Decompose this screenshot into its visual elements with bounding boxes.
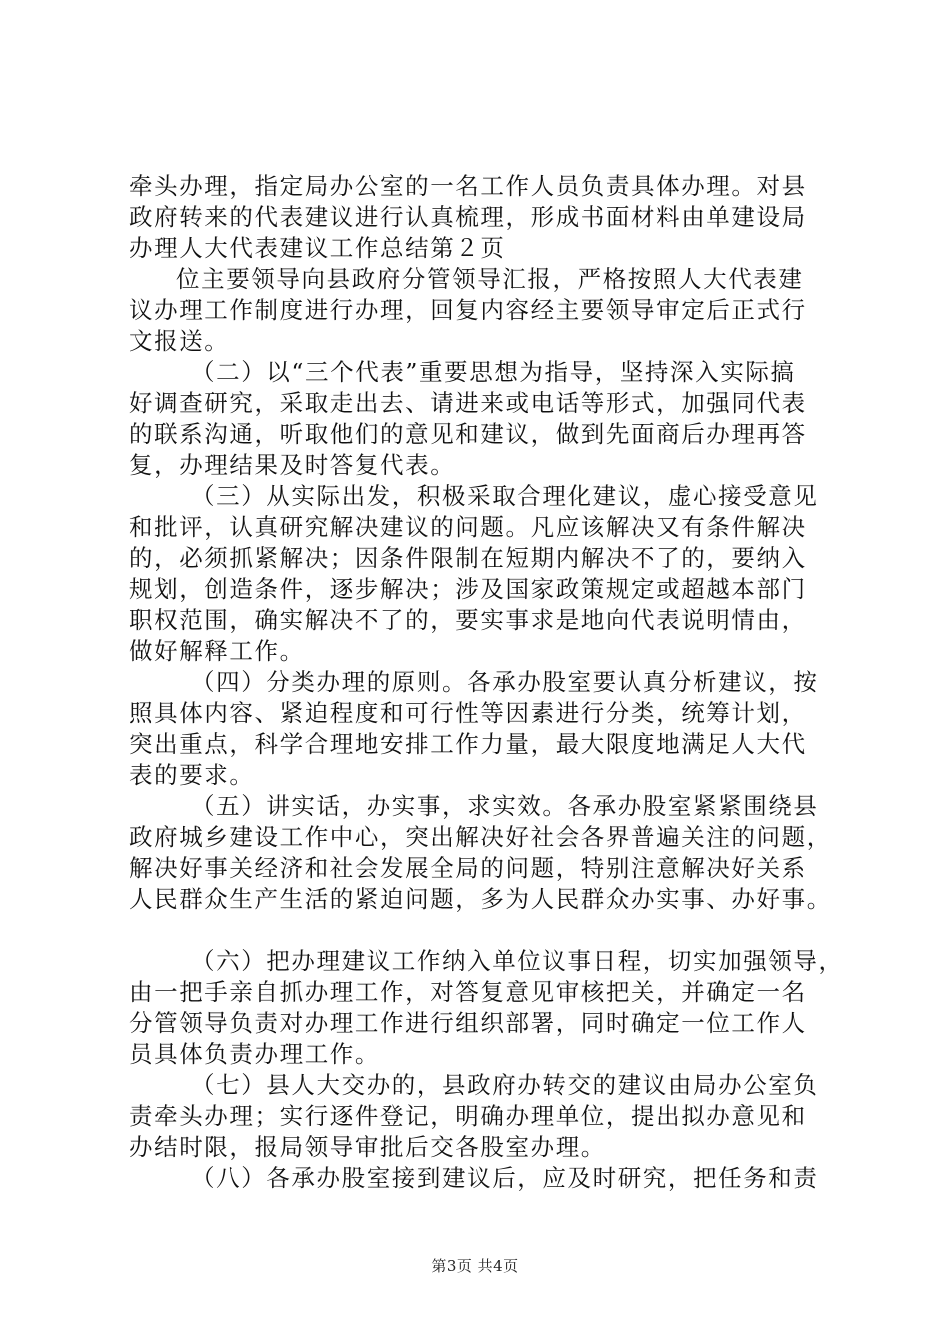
text-line: 政府转来的代表建议进行认真梳理，形成书面材料由单建设局 [129, 203, 807, 231]
text-line: 解决好事关经济和社会发展全局的问题，特别注意解决好关系 [129, 854, 807, 882]
paragraph-3 [129, 357, 834, 481]
text-line: 的，必须抓紧解决；因条件限制在短期内解决不了的，要纳入 [129, 544, 807, 572]
text-line: 照具体内容、紧迫程度和可行性等因素进行分类，统筹计划， [129, 699, 807, 727]
text-line: （四）分类办理的原则。各承办股室要认真分析建议，按 [191, 668, 819, 696]
text-line: 责牵头办理；实行逐件登记，明确办理单位，提出拟办意见和 [129, 1102, 807, 1130]
paragraph-9 [129, 1163, 834, 1194]
text-line: 突出重点，科学合理地安排工作力量，最大限度地满足人大代 [129, 730, 807, 758]
text-line: （三）从实际出发，积极采取合理化建议，虚心接受意见 [191, 482, 819, 510]
text-line: 牵头办理，指定局办公室的一名工作人员负责具体办理。对县 [129, 172, 807, 200]
text-line: 政府城乡建设工作中心，突出解决好社会各界普遍关注的问题， [129, 823, 832, 851]
paragraph-8 [129, 1070, 834, 1163]
text-line: 人民群众生产生活的紧迫问题，多为人民群众办实事、办好事。 [129, 885, 832, 913]
text-line: 由一把手亲自抓办理工作，对答复意见审核把关，并确定一名 [129, 978, 807, 1006]
text-line: 职权范围，确实解决不了的，要实事求是地向代表说明情由， [129, 606, 807, 634]
text-line: 的联系沟通，听取他们的意见和建议，做到先面商后办理再答 [129, 420, 807, 448]
text-line: 复，办理结果及时答复代表。 [129, 451, 456, 479]
page-footer: 第3页 共4页 [431, 1257, 519, 1275]
text-line: 做好解释工作。 [129, 637, 305, 665]
text-line: 规划，创造条件，逐步解决；涉及国家政策规定或超越本部门 [129, 575, 807, 603]
paragraph-4 [129, 481, 834, 667]
paragraph-6 [129, 791, 834, 915]
text-line: 好调查研究，采取走出去、请进来或电话等形式，加强同代表 [129, 389, 807, 417]
text-line: 位主要领导向县政府分管领导汇报，严格按照人大代表建 [176, 265, 804, 293]
text-line: 议办理工作制度进行办理，回复内容经主要领导审定后正式行 [129, 296, 807, 324]
text-line: （五）讲实话，办实事，求实效。各承办股室紧紧围绕县 [191, 792, 819, 820]
text-line: 分管领导负责对办理工作进行组织部署，同时确定一位工作人 [129, 1009, 807, 1037]
paragraph-5 [129, 667, 834, 791]
text-line: 办结时限，报局领导审批后交各股室办理。 [129, 1133, 606, 1161]
paragraph-2 [129, 264, 834, 357]
text-line: 文报送。 [129, 327, 230, 355]
text-line: 表的要求。 [129, 761, 255, 789]
text-line: （二）以“三个代表”重要思想为指导，坚持深入实际搞 [191, 358, 796, 386]
text-line: （七）县人大交办的，县政府办转交的建议由局办公室负 [191, 1071, 819, 1099]
text-line: 员具体负责办理工作。 [129, 1040, 380, 1068]
text-line: （六）把办理建议工作纳入单位议事日程，切实加强领导， [191, 947, 844, 975]
text-line: 办理人大代表建议工作总结第２页 [129, 234, 506, 262]
document-body [129, 171, 844, 1194]
paragraph-7 [129, 946, 844, 1070]
paragraph-1 [129, 171, 834, 264]
text-line: （八）各承办股室接到建议后，应及时研究，把任务和责 [191, 1164, 819, 1192]
text-line: 和批评，认真研究解决建议的问题。凡应该解决又有条件解决 [129, 513, 807, 541]
